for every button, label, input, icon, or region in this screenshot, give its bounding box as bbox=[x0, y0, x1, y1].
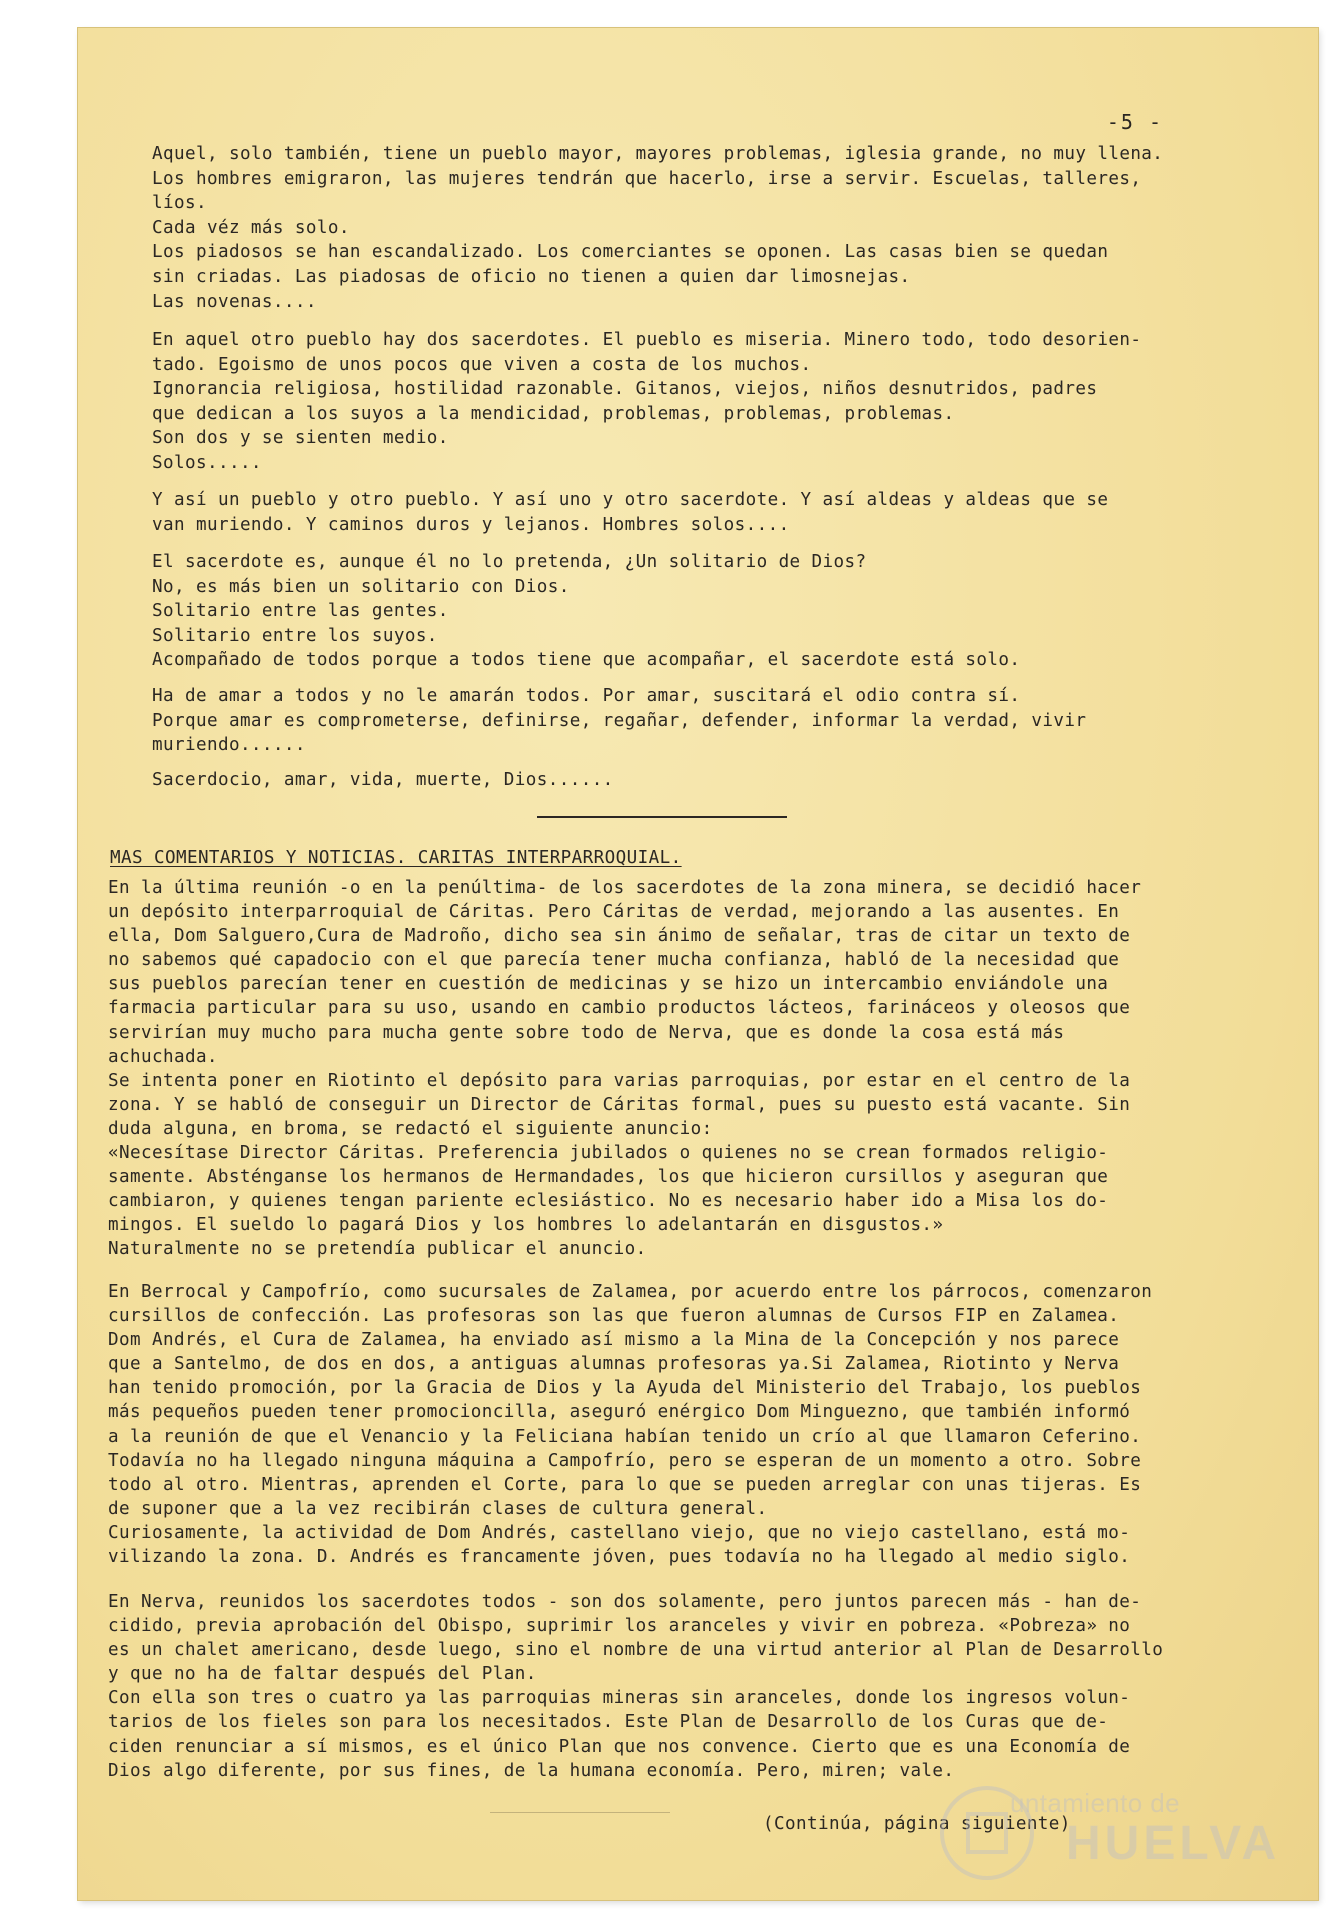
text-line: un depósito interparroquial de Cáritas. Pero Cáritas de verdad, mejorando a las ausentes. En bbox=[108, 902, 1120, 923]
text-line: duda alguna, en broma, se redactó el siguiente anuncio: bbox=[108, 1118, 713, 1139]
text-line: Cada véz más solo. bbox=[152, 217, 350, 238]
text-line: samente. Absténganse los hermanos de Hermandades, los que hicieron cursillos y aseguran que bbox=[108, 1167, 1109, 1188]
text-line: Sacerdocio, amar, vida, muerte, Dios...... bbox=[152, 770, 614, 790]
text-line: achuchada. bbox=[108, 1046, 218, 1067]
text-line: No, es más bien un solitario con Dios. bbox=[152, 576, 570, 597]
text-line: es un chalet americano, desde luego, sino el nombre de una virtud anterior al Plan de Desarrollo bbox=[108, 1640, 1164, 1661]
text-line: Y así un pueblo y otro pueblo. Y así uno y otro sacerdote. Y así aldeas y aldeas que se bbox=[152, 490, 1109, 510]
text-line: «Necesítase Director Cáritas. Preferencia jubilados o quienes no se crean formados religio- bbox=[108, 1143, 1109, 1164]
paragraph bbox=[108, 1590, 1238, 1783]
text-line: ciden renunciar a sí mismos, es el único Plan que nos convence. Cierto que es una Economía de bbox=[108, 1736, 1131, 1757]
text-line: ella, Dom Salguero,Cura de Madroño, dicho sea sin ánimo de señalar, tras de citar un texto de bbox=[108, 926, 1131, 947]
poem-stanza bbox=[152, 488, 1242, 537]
continuation-note: (Continúa, página siguiente) bbox=[763, 1814, 1071, 1834]
text-line: Todavía no ha llegado ninguna máquina a Campofrío, pero se esperan de un momento a otro. Sobre bbox=[108, 1450, 1142, 1471]
text-line: han tenido promoción, por la Gracia de Dios y la Ayuda del Ministerio del Trabajo, los pueblos bbox=[108, 1378, 1142, 1399]
text-line: Son dos y se sienten medio. bbox=[152, 428, 449, 449]
text-line: En Berrocal y Campofrío, como sucursales de Zalamea, por acuerdo entre los párrocos, comenzaron bbox=[108, 1282, 1153, 1302]
text-line: de suponer que a la vez recibirán clases de cultura general. bbox=[108, 1498, 768, 1519]
text-line: Aquel, solo también, tiene un pueblo mayor, mayores problemas, iglesia grande, no muy llena. bbox=[152, 144, 1164, 164]
text-line: Ignorancia religiosa, hostilidad razonable. Gitanos, viejos, niños desnutridos, padres bbox=[152, 379, 1098, 400]
text-line: no sabemos qué capadocio con el que parecía tener mucha confianza, habló de la necesidad que bbox=[108, 950, 1120, 971]
text-line: Naturalmente no se pretendía publicar el anuncio. bbox=[108, 1239, 647, 1260]
text-line: Los piadosos se han escandalizado. Los comerciantes se oponen. Las casas bien se quedan bbox=[152, 242, 1109, 263]
archive-watermark bbox=[940, 1768, 1281, 1878]
page-number: -5 - bbox=[1106, 110, 1163, 134]
text-line: cursillos de confección. Las profesoras son las que fueron alumnas de Cursos FIP en Zalamea. bbox=[108, 1306, 1120, 1327]
text-line: sus pueblos parecían tener en cuestión de medicinas y se hizo un intercambio enviándole una bbox=[108, 974, 1109, 995]
text-line: servirían muy mucho para mucha gente sobre todo de Nerva, que es donde la cosa está más bbox=[108, 1022, 1065, 1043]
text-line: Ha de amar a todos y no le amarán todos. Por amar, suscitará el odio contra sí. bbox=[152, 686, 1021, 706]
text-line: El sacerdote es, aunque él no lo pretenda, ¿Un solitario de Dios? bbox=[152, 552, 867, 572]
text-line: Porque amar es comprometerse, definirse, regañar, defender, informar la verdad, vivir bbox=[152, 710, 1087, 731]
section-divider bbox=[537, 816, 787, 818]
poem-stanza bbox=[152, 768, 1242, 793]
poem-stanza bbox=[152, 550, 1242, 673]
text-line: que a Santelmo, de dos en dos, a antiguas alumnas profesoras ya.Si Zalamea, Riotinto y Nerva bbox=[108, 1354, 1120, 1375]
text-line: más pequeños pueden tener promocioncilla, aseguró enérgico Dom Minguezno, que también informó bbox=[108, 1402, 1131, 1423]
text-line: cambiaron, y quienes tengan pariente eclesiástico. No es necesario haber ido a Misa los do- bbox=[108, 1191, 1109, 1212]
text-line: zona. Y se habló de conseguir un Director de Cáritas formal, pues su puesto está vacante. Sin bbox=[108, 1094, 1131, 1115]
text-line: cidido, previa aprobación del Obispo, suprimir los aranceles y vivir en pobreza. «Pobreza» no bbox=[108, 1616, 1131, 1637]
text-line: y que no ha de faltar después del Plan. bbox=[108, 1664, 537, 1685]
text-line: Acompañado de todos porque a todos tiene que acompañar, el sacerdote está solo. bbox=[152, 650, 1021, 671]
text-line: Solitario entre las gentes. bbox=[152, 601, 449, 622]
text-line: Las novenas.... bbox=[152, 291, 317, 312]
text-line: muriendo...... bbox=[152, 735, 306, 756]
poem-stanza bbox=[152, 684, 1242, 758]
text-line: tarios de los fieles son para los necesitados. Este Plan de Desarrollo de los Curas que de- bbox=[108, 1712, 1109, 1733]
text-line: Solos..... bbox=[152, 452, 262, 473]
text-line: Curiosamente, la actividad de Dom Andrés, castellano viejo, que no viejo castellano, está mo- bbox=[108, 1522, 1131, 1543]
watermark-line-1: untamiento de bbox=[1010, 1788, 1180, 1818]
footer-rule bbox=[490, 1812, 670, 1813]
paragraph bbox=[108, 1280, 1238, 1569]
text-line: líos. bbox=[152, 193, 207, 214]
text-line: que dedican a los suyos a la mendicidad, problemas, problemas, problemas. bbox=[152, 403, 955, 424]
section-heading: MAS COMENTARIOS Y NOTICIAS. CARITAS INTERPARROQUIAL. bbox=[110, 848, 682, 868]
text-line: mingos. El sueldo lo pagará Dios y los hombres lo adelantarán en disgustos.» bbox=[108, 1215, 944, 1236]
watermark-line-2: HUELVA bbox=[1066, 1817, 1281, 1870]
text-line: En la última reunión -o en la penúltima- de los sacerdotes de la zona minera, se decidió hacer bbox=[108, 878, 1142, 898]
paragraph bbox=[108, 876, 1238, 1262]
text-line: a la reunión de que el Venancio y la Feliciana habían tenido un crío al que llamaron Ceferino. bbox=[108, 1426, 1142, 1447]
text-line: van muriendo. Y caminos duros y lejanos. Hombres solos.... bbox=[152, 514, 790, 535]
text-line: Dom Andrés, el Cura de Zalamea, ha enviado así mismo a la Mina de la Concepción y nos parece bbox=[108, 1330, 1120, 1351]
text-line: Los hombres emigraron, las mujeres tendrán que hacerlo, irse a servir. Escuelas, talleres, bbox=[152, 168, 1142, 189]
text-line: En aquel otro pueblo hay dos sacerdotes. El pueblo es miseria. Minero todo, todo desorien- bbox=[152, 330, 1142, 350]
text-line: vilizando la zona. D. Andrés es francamente jóven, pues todavía no ha llegado al medio siglo. bbox=[108, 1547, 1131, 1568]
text-line: Solitario entre los suyos. bbox=[152, 625, 438, 646]
text-line: sin criadas. Las piadosas de oficio no tienen a quien dar limosnejas. bbox=[152, 266, 911, 287]
poem-stanza bbox=[152, 142, 1242, 314]
text-line: tado. Egoismo de unos pocos que viven a costa de los muchos. bbox=[152, 354, 812, 375]
text-line: farmacia particular para su uso, usando en cambio productos lácteos, farináceos y oleosos que bbox=[108, 998, 1131, 1019]
poem-stanza bbox=[152, 328, 1242, 476]
text-line: todo al otro. Mientras, aprenden el Corte, para lo que se pueden arreglar con unas tijeras. Es bbox=[108, 1474, 1142, 1495]
text-line: En Nerva, reunidos los sacerdotes todos - son dos solamente, pero juntos parecen más - han de- bbox=[108, 1592, 1142, 1612]
text-line: Dios algo diferente, por sus fines, de la humana economía. Pero, miren; vale. bbox=[108, 1760, 955, 1781]
text-line: Se intenta poner en Riotinto el depósito para varias parroquias, por estar en el centro de la bbox=[108, 1070, 1131, 1091]
text-line: Con ella son tres o cuatro ya las parroquias mineras sin aranceles, donde los ingresos volun- bbox=[108, 1688, 1131, 1709]
